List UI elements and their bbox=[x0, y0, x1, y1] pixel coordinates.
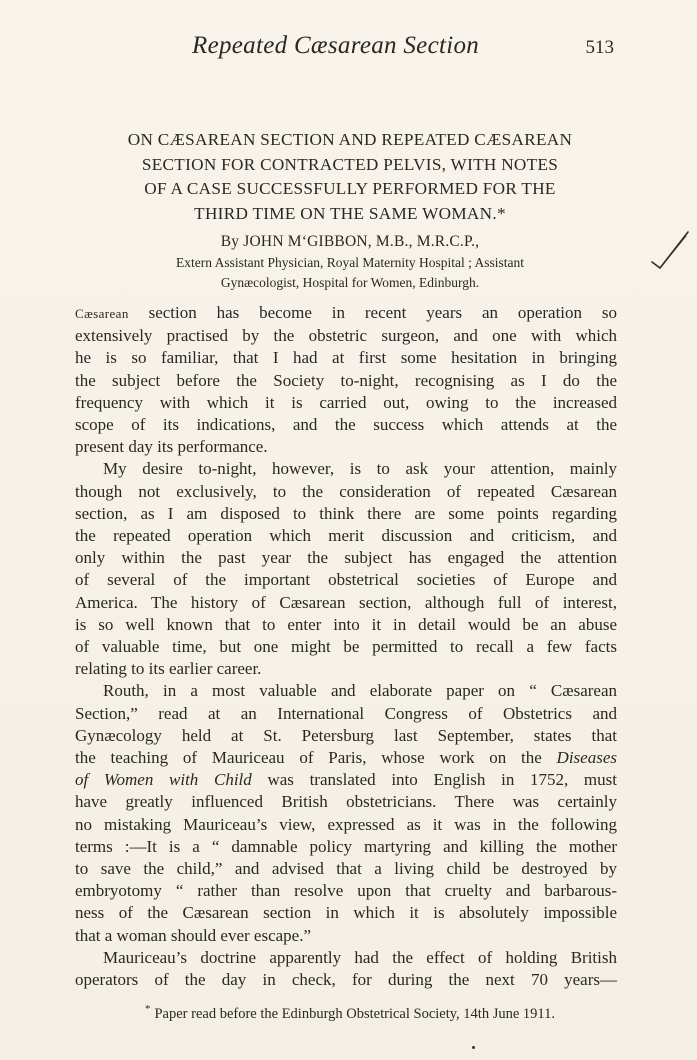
body-text bbox=[75, 302, 617, 991]
body-line: Section,” read at an International Congress of Obstetrics and bbox=[75, 703, 617, 723]
body-line: ness of the Cæsarean section in which it is absolutely impossible bbox=[75, 903, 617, 923]
affiliation-line: Extern Assistant Physician, Royal Maternity Hospital ; Assistant bbox=[176, 255, 524, 270]
pencil-checkmark-icon bbox=[648, 228, 692, 272]
body-line: frequency with which it is carried out, owing to the increased bbox=[75, 392, 617, 412]
body-line: scope of its indications, and the success which attends at the bbox=[75, 415, 617, 435]
body-line: extensively practised by the obstetric surgeon, and one with which bbox=[75, 326, 617, 346]
title-line: SECTION FOR CONTRACTED PELVIS, WITH NOTES bbox=[141, 154, 559, 174]
affiliation-line: Gynæcologist, Hospital for Women, Edinburgh. bbox=[220, 275, 480, 290]
body-line: operators of the day in check, for during the next 70 years— bbox=[75, 970, 617, 990]
body-line: of Women with Child was translated into English in 1752, must bbox=[75, 770, 617, 790]
title-line: ON CÆSAREAN SECTION AND REPEATED CÆSAREAN bbox=[127, 130, 573, 149]
body-line: no mistaking Mauriceau’s view, expressed as it was in the following bbox=[75, 814, 617, 834]
book-title: Diseases bbox=[556, 748, 617, 768]
footnote bbox=[72, 1003, 628, 1023]
body-line: embryotomy “ rather than resolve upon that cruelty and barbarous- bbox=[75, 881, 617, 901]
body-line: he is so familiar, that I had at first some hesitation in bringing bbox=[75, 348, 617, 368]
body-line: My desire to-night, however, is to ask your attention, mainly bbox=[103, 459, 617, 479]
body-line: that a woman should ever escape.” bbox=[75, 925, 312, 945]
body-line: though not exclusively, to the consideration of repeated Cæsarean bbox=[75, 481, 617, 501]
body-line: is so well known that to enter into it in detail would be an abuse bbox=[75, 614, 617, 634]
paper-speck bbox=[472, 1046, 475, 1049]
body-line: relating to its earlier career. bbox=[75, 659, 262, 679]
title-line: THIRD TIME ON THE SAME WOMAN.* bbox=[194, 203, 506, 223]
body-line: America. The history of Cæsarean section, although full of interest, bbox=[75, 592, 617, 612]
body-line: Gynæcology held at St. Petersburg last September, states that bbox=[75, 725, 617, 745]
body-line: Routh, in a most valuable and elaborate paper on “ Cæsarean bbox=[103, 681, 617, 701]
running-head bbox=[72, 32, 622, 68]
body-line: of several of the important obstetrical societies of Europe and bbox=[75, 570, 617, 590]
body-line: present day its performance. bbox=[75, 437, 268, 457]
body-line: have greatly influenced British obstetricians. There was certainly bbox=[75, 792, 617, 812]
body-line: Cæsarean section has become in recent years an operation so bbox=[75, 303, 617, 322]
body-line: Mauriceau’s doctrine apparently had the effect of holding British bbox=[103, 947, 617, 967]
author-name: By JOHN M‘GIBBON, M.B., M.R.C.P., bbox=[220, 233, 480, 250]
dropcap-word: Cæsarean bbox=[75, 306, 129, 321]
page-number: 513 bbox=[585, 37, 614, 58]
footnote-text: Paper read before the Edinburgh Obstetrical Society, 14th June 1911. bbox=[154, 1005, 556, 1022]
title-line: OF A CASE SUCCESSFULLY PERFORMED FOR THE bbox=[144, 179, 556, 198]
body-line: the teaching of Mauriceau of Paris, whose work on the Diseases bbox=[75, 748, 617, 768]
body-line: section, as I am disposed to think there are some points regarding bbox=[75, 503, 617, 523]
article-title bbox=[72, 128, 628, 226]
body-line: terms :—It is a “ damnable policy martyring and killing the mother bbox=[75, 836, 617, 856]
body-line: to save the child,” and advised that a living child be destroyed by bbox=[75, 859, 617, 879]
byline bbox=[72, 231, 628, 293]
book-title: of Women with Child bbox=[75, 770, 252, 790]
body-line: the subject before the Society to-night, recognising as I do the bbox=[75, 370, 617, 390]
running-title: Repeated Cæsarean Section bbox=[192, 32, 480, 59]
footnote-mark: * bbox=[144, 1003, 151, 1015]
body-line: only within the past year the subject has engaged the attention bbox=[75, 548, 617, 568]
body-line: of valuable time, but one might be permitted to recall a few facts bbox=[75, 637, 617, 657]
body-line: the repeated operation which merit discussion and criticism, and bbox=[75, 526, 617, 546]
